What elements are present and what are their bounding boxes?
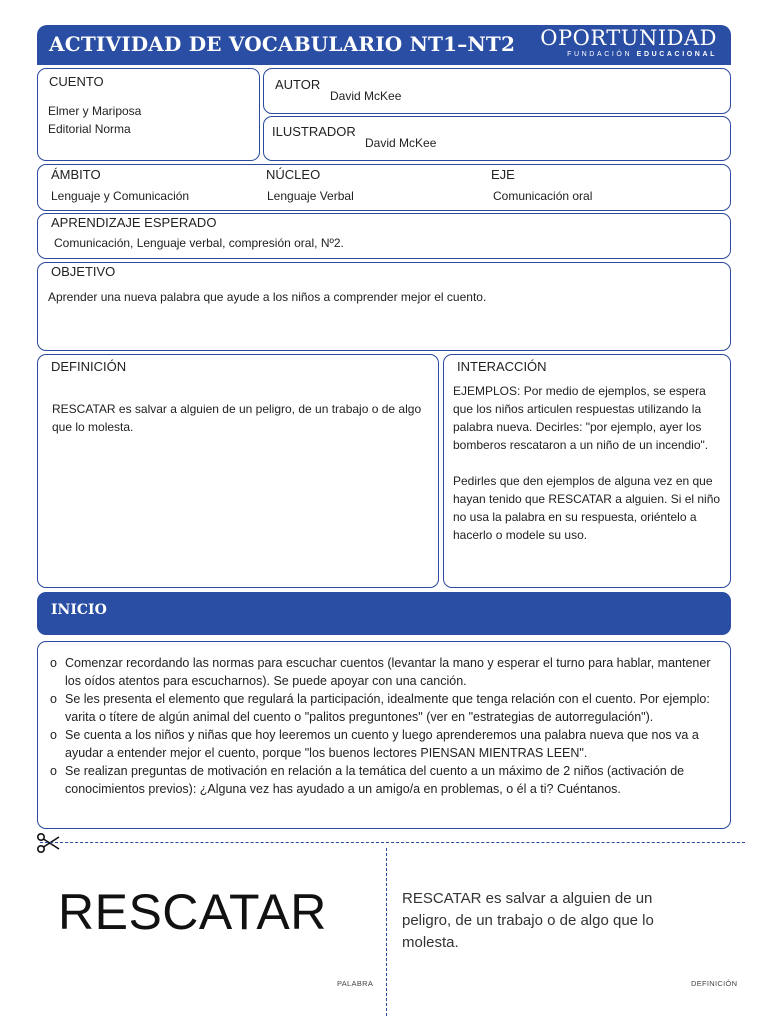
card-word-caption: PALABRA <box>337 979 374 988</box>
ambito-value: Lenguaje y Comunicación <box>51 189 190 203</box>
cuento-label: CUENTO <box>49 74 104 89</box>
inicio-list <box>50 654 718 798</box>
nucleo-value: Lenguaje Verbal <box>267 189 354 203</box>
logo-subtitle: FUNDACIÓN EDUCACIONAL <box>567 51 717 58</box>
cut-line-horizontal <box>40 842 745 843</box>
definicion-label: DEFINICIÓN <box>51 359 127 374</box>
card-definition-caption: DEFINICIÓN <box>691 979 738 988</box>
aprendizaje-value: Comunicación, Lenguaje verbal, compresión oral, Nº2. <box>54 236 344 250</box>
logo-oportunidad: OPORTUNIDAD <box>540 26 717 50</box>
ambito-label: ÁMBITO <box>51 167 101 182</box>
header-bar <box>37 25 731 65</box>
card-definition: RESCATAR es salvar a alguien de un peligro, de un trabajo o de algo que lo molesta. <box>402 890 654 951</box>
list-item: o Comenzar recordando las normas para escuchar cuentos (levantar la mano y esperar el turno para hablar, mantener los oídos atentos para escucharnos). Se puede apoyar con una canción. <box>50 656 711 688</box>
ilustrador-box <box>263 116 731 161</box>
interaccion-pedirles: Pedirles que den ejemplos de alguna vez en que hayan tenido que RESCATAR a alguien. Si el niño no usa la palabra en su respuesta, oriéntelo a hacerlo o modele su uso. <box>453 474 721 542</box>
cuento-box <box>37 68 260 161</box>
card-word: RESCATAR <box>58 884 327 940</box>
interaccion-box <box>443 354 731 588</box>
bullet-marker: o <box>50 656 57 670</box>
scissors-icon <box>36 830 62 856</box>
cuento-publisher: Editorial Norma <box>48 122 131 136</box>
bullet-marker: o <box>50 728 57 742</box>
aprendizaje-label: APRENDIZAJE ESPERADO <box>51 215 217 230</box>
autor-box <box>263 68 731 114</box>
objetivo-box <box>37 262 731 351</box>
eje-label: EJE <box>491 167 515 182</box>
inicio-header <box>37 592 731 635</box>
definicion-value: RESCATAR es salvar a alguien de un peligro, de un trabajo o de algo que lo molesta. <box>52 402 422 434</box>
cut-line-vertical <box>386 848 387 1016</box>
aprendizaje-box <box>37 213 731 259</box>
inicio-title: INICIO <box>51 602 107 618</box>
ilustrador-label: ILUSTRADOR <box>272 124 356 139</box>
objetivo-label: OBJETIVO <box>51 264 116 279</box>
bullet-marker: o <box>50 764 57 778</box>
bullet-marker: o <box>50 692 57 706</box>
nucleo-label: NÚCLEO <box>266 167 321 182</box>
autor-value: David McKee <box>330 89 402 103</box>
list-item: o Se realizan preguntas de motivación en relación a la temática del cuento a un máximo de 2 niños (activación de conocimientos previos): ¿Alguna vez has ayudado a un amigo/a en problemas, o él a ti? Cuéntanos. <box>50 764 685 796</box>
ilustrador-value: David McKee <box>365 136 437 150</box>
interaccion-label: INTERACCIÓN <box>457 359 547 374</box>
definicion-box <box>37 354 439 588</box>
eje-value: Comunicación oral <box>493 189 593 203</box>
list-item: o Se cuenta a los niños y niñas que hoy leeremos un cuento y luego aprenderemos una palabra nueva que nos va a ayudar a entender mejor el cuento, porque "los buenos lectores PIENSAN MIENTRAS LEEN". <box>50 728 699 760</box>
list-item: o Se les presenta el elemento que regulará la participación, idealmente que tenga relación con el cuento. Por ejemplo: varita o títere de algún animal del cuento o "palitos preguntones" (ver en "estrategias de autorregulación"). <box>50 692 710 724</box>
page-title: ACTIVIDAD DE VOCABULARIO NT1–NT2 <box>49 32 516 56</box>
interaccion-ejemplos: EJEMPLOS: Por medio de ejemplos, se espera que los niños articulen respuestas utilizando la palabra nueva. Decirles: "por ejemplo, ayer los bomberos rescataron a un niño de un incendio". <box>453 384 709 452</box>
ambito-nucleo-eje-box <box>37 164 731 211</box>
objetivo-value: Aprender una nueva palabra que ayude a los niños a comprender mejor el cuento. <box>48 290 487 304</box>
cuento-title: Elmer y Mariposa <box>48 104 142 118</box>
autor-label: AUTOR <box>275 77 321 92</box>
